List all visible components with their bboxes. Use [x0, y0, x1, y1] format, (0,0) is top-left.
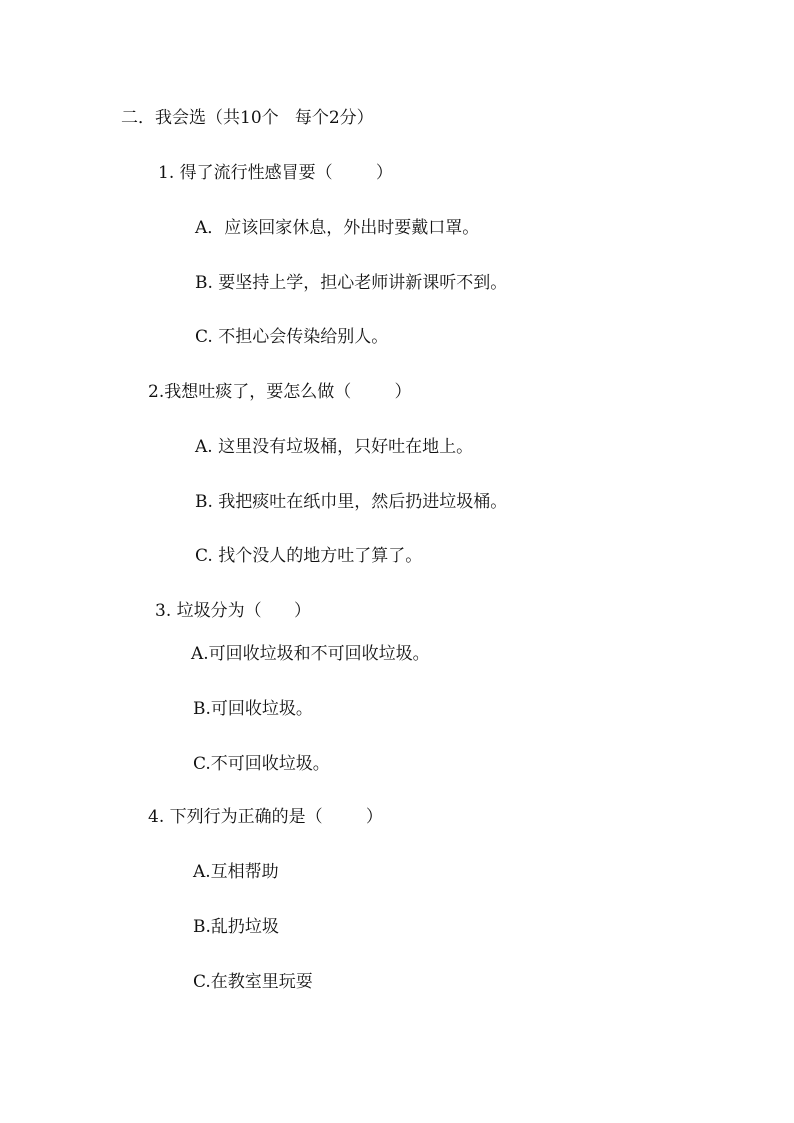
question-2-option-b: B. 我把痰吐在纸巾里，然后扔进垃圾桶。 [195, 492, 508, 512]
question-2-option-c: C. 找个没人的地方吐了算了。 [195, 546, 423, 566]
question-1-option-a: A．应该回家休息，外出时要戴口罩。 [195, 218, 480, 238]
question-4-option-c: C.在教室里玩耍 [193, 972, 313, 992]
question-1-option-c: C. 不担心会传染给别人。 [195, 327, 389, 347]
section-heading: 二．我会选（共10个 每个2分） [121, 108, 374, 128]
question-3-option-c: C.不可回收垃圾。 [193, 754, 330, 774]
question-4-option-b: B.乱扔垃圾 [193, 917, 279, 937]
question-1-stem: 1. 得了流行性感冒要（ ） [158, 163, 393, 183]
question-4-option-a: A.互相帮助 [193, 862, 279, 882]
question-4-stem: 4. 下列行为正确的是（ ） [148, 807, 383, 827]
question-1-option-b: B. 要坚持上学，担心老师讲新课听不到。 [195, 273, 508, 293]
question-3-option-a: A.可回收垃圾和不可回收垃圾。 [191, 644, 430, 664]
question-3-option-b: B.可回收垃圾。 [193, 699, 313, 719]
question-3-stem: 3. 垃圾分为（ ） [155, 601, 312, 621]
question-2-option-a: A. 这里没有垃圾桶，只好吐在地上。 [195, 437, 474, 457]
question-2-stem: 2.我想吐痰了，要怎么做（ ） [148, 382, 412, 402]
